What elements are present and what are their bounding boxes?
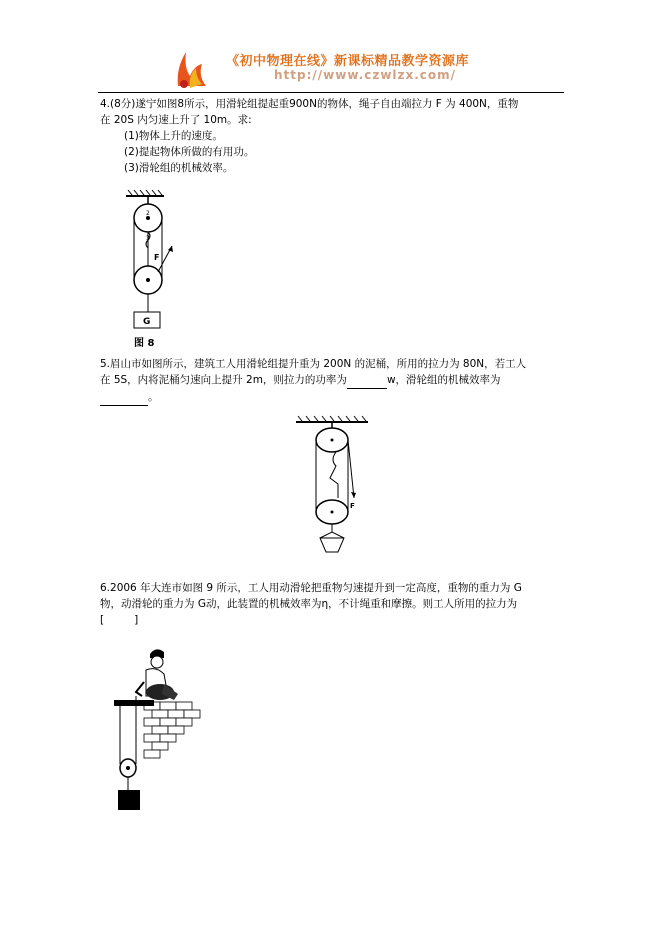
q5-line-1: 5.眉山市如图所示，建筑工人用滑轮组提升重为 200N 的泥桶，所用的拉力为 80N，若工人	[100, 358, 527, 370]
q5-pulley-figure	[292, 414, 372, 564]
q4-line-2: 在 20S 内匀速上升了 10m。求:	[100, 114, 252, 126]
page-header	[98, 42, 564, 94]
q5-force-label: F	[350, 502, 355, 510]
q4-figure-caption: 图 8	[134, 338, 155, 349]
q4-pulley-figure	[118, 188, 188, 338]
q4-weight-label: G	[143, 317, 151, 327]
site-logo	[172, 46, 212, 92]
q4-force-label: F	[154, 253, 160, 262]
q4-sub-3: (3)滑轮组的机械效率。	[124, 162, 234, 174]
q5-line-3: 。	[148, 391, 159, 403]
question-6	[100, 580, 565, 628]
q6-bracket-close: ]	[134, 614, 139, 626]
q4-line-1: 4.(8分)遂宁如图8所示，用滑轮组提起重900N的物体，绳子自由端拉力 F 为 400N，重物	[100, 98, 519, 110]
q4-label-3: 3	[146, 235, 150, 242]
q6-line-2: 物，动滑轮的重力为 G动，此装置的机械效率为η，不计绳重和摩擦。则工人所用的拉力为	[100, 598, 518, 610]
q6-answer-blank[interactable]	[104, 612, 134, 628]
q4-label-2: 2	[146, 210, 150, 217]
q5-efficiency-blank[interactable]	[100, 389, 148, 406]
q6-line-1: 6.2006 年大连市如图 9 所示，工人用动滑轮把重物匀速提升到一定高度，重物的重力为 G	[100, 582, 522, 594]
q4-sub-2: (2)提起物体所做的有用功。	[124, 146, 255, 158]
q5-line-2a: 在 5S，内将泥桶匀速向上提升 2m，则拉力的功率为	[100, 374, 347, 386]
q6-worker-figure	[106, 642, 206, 814]
header-url[interactable]: http://www.czwlzx.com/	[274, 68, 457, 82]
question-5	[100, 356, 565, 406]
q6-bracket-open: [	[100, 614, 105, 626]
header-divider	[98, 92, 564, 93]
header-title: 《初中物理在线》新课标精品教学资源库	[226, 54, 470, 69]
q5-power-blank[interactable]	[347, 372, 387, 389]
q4-sub-1: (1)物体上升的速度。	[124, 130, 223, 142]
question-4	[100, 96, 565, 176]
q5-line-2b: w，滑轮组的机械效率为	[386, 374, 501, 386]
